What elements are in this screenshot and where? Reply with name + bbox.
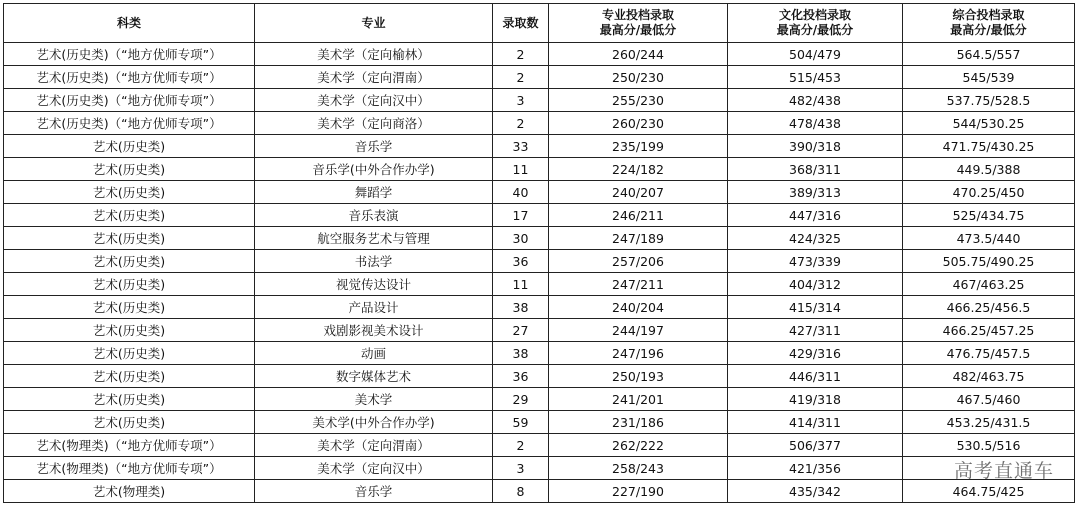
header-major-score: 专业投档录取 最高分/最低分 [549, 4, 728, 43]
cell-count: 40 [493, 181, 549, 204]
table-row [4, 158, 1075, 181]
table-row [4, 342, 1075, 365]
watermark: 高考直通车 [953, 460, 1054, 482]
cell-count: 11 [493, 158, 549, 181]
cell-count: 38 [493, 342, 549, 365]
cell-category: 艺术(历史类)（“地方优师专项”） [4, 89, 255, 112]
cell-culture-score: 368/311 [728, 158, 903, 181]
cell-category: 艺术(历史类) [4, 319, 255, 342]
cell-category: 艺术(历史类) [4, 296, 255, 319]
cell-category: 艺术(物理类)（“地方优师专项”） [4, 457, 255, 480]
cell-culture-score: 482/438 [728, 89, 903, 112]
cell-composite-score: 544/530.25 [903, 112, 1075, 135]
cell-culture-score: 427/311 [728, 319, 903, 342]
table-row [4, 365, 1075, 388]
cell-composite-score: 530.5/516 [903, 434, 1075, 457]
table-row [4, 250, 1075, 273]
cell-major: 舞蹈学 [255, 181, 493, 204]
cell-major-score: 247/189 [549, 227, 728, 250]
cell-count: 33 [493, 135, 549, 158]
cell-composite-score: 482/463.75 [903, 365, 1075, 388]
table-row [4, 457, 1075, 480]
table-row [4, 434, 1075, 457]
cell-culture-score: 419/318 [728, 388, 903, 411]
cell-major-score: 262/222 [549, 434, 728, 457]
cell-culture-score: 429/316 [728, 342, 903, 365]
cell-composite-score: 473.5/440 [903, 227, 1075, 250]
cell-count: 3 [493, 89, 549, 112]
cell-category: 艺术(历史类)（“地方优师专项”） [4, 66, 255, 89]
cell-major: 动画 [255, 342, 493, 365]
cell-composite-score: 476.75/457.5 [903, 342, 1075, 365]
cell-category: 艺术(物理类)（“地方优师专项”） [4, 434, 255, 457]
cell-major: 数字媒体艺术 [255, 365, 493, 388]
cell-major-score: 240/207 [549, 181, 728, 204]
cell-culture-score: 424/325 [728, 227, 903, 250]
cell-culture-score: 478/438 [728, 112, 903, 135]
cell-composite-score: 545/539 [903, 66, 1075, 89]
cell-major: 美术学（定向渭南） [255, 434, 493, 457]
table-row [4, 319, 1075, 342]
cell-count: 38 [493, 296, 549, 319]
cell-major-score: 235/199 [549, 135, 728, 158]
cell-culture-score: 446/311 [728, 365, 903, 388]
cell-count: 3 [493, 457, 549, 480]
cell-major: 音乐学(中外合作办学) [255, 158, 493, 181]
cell-composite-score: 464.75/425 [903, 480, 1075, 503]
header-major: 专业 [255, 4, 493, 43]
cell-major: 美术学（定向汉中） [255, 89, 493, 112]
cell-count: 29 [493, 388, 549, 411]
cell-composite-score: 453.25/431.5 [903, 411, 1075, 434]
cell-count: 11 [493, 273, 549, 296]
cell-count: 27 [493, 319, 549, 342]
cell-count: 8 [493, 480, 549, 503]
cell-category: 艺术(历史类) [4, 365, 255, 388]
cell-major-score: 240/204 [549, 296, 728, 319]
cell-major: 美术学(中外合作办学) [255, 411, 493, 434]
cell-category: 艺术(历史类) [4, 204, 255, 227]
cell-major-score: 224/182 [549, 158, 728, 181]
cell-major: 音乐学 [255, 135, 493, 158]
cell-count: 30 [493, 227, 549, 250]
cell-major: 美术学 [255, 388, 493, 411]
cell-category: 艺术(历史类) [4, 135, 255, 158]
table-row [4, 388, 1075, 411]
cell-major-score: 247/196 [549, 342, 728, 365]
cell-major: 美术学（定向汉中） [255, 457, 493, 480]
cell-major: 美术学（定向榆林） [255, 43, 493, 66]
cell-composite-score: 470.25/450 [903, 181, 1075, 204]
header-composite-score: 综合投档录取 最高分/最低分 [903, 4, 1075, 43]
table-row [4, 181, 1075, 204]
cell-composite-score: 564.5/557 [903, 43, 1075, 66]
cell-major-score: 246/211 [549, 204, 728, 227]
table-row [4, 89, 1075, 112]
table-row [4, 43, 1075, 66]
cell-composite-score: 467.5/460 [903, 388, 1075, 411]
cell-composite-score: 471.75/430.25 [903, 135, 1075, 158]
cell-major: 美术学（定向商洛） [255, 112, 493, 135]
cell-major: 书法学 [255, 250, 493, 273]
header-row [4, 4, 1075, 43]
cell-culture-score: 415/314 [728, 296, 903, 319]
cell-major-score: 250/230 [549, 66, 728, 89]
cell-category: 艺术(物理类) [4, 480, 255, 503]
header-admitted-count: 录取数 [493, 4, 549, 43]
cell-category: 艺术(历史类) [4, 411, 255, 434]
cell-culture-score: 414/311 [728, 411, 903, 434]
admission-score-table [3, 3, 1075, 503]
header-category: 科类 [4, 4, 255, 43]
cell-major: 音乐表演 [255, 204, 493, 227]
cell-major-score: 244/197 [549, 319, 728, 342]
table-row [4, 204, 1075, 227]
cell-category: 艺术(历史类) [4, 273, 255, 296]
cell-major-score: 260/230 [549, 112, 728, 135]
cell-major: 音乐学 [255, 480, 493, 503]
cell-major: 航空服务艺术与管理 [255, 227, 493, 250]
table-row [4, 112, 1075, 135]
cell-category: 艺术(历史类)（“地方优师专项”） [4, 112, 255, 135]
cell-composite-score: 449.5/388 [903, 158, 1075, 181]
cell-major: 产品设计 [255, 296, 493, 319]
cell-culture-score: 389/313 [728, 181, 903, 204]
table-row [4, 296, 1075, 319]
table-row [4, 135, 1075, 158]
cell-category: 艺术(历史类) [4, 250, 255, 273]
cell-composite-score: 466.25/456.5 [903, 296, 1075, 319]
cell-culture-score: 473/339 [728, 250, 903, 273]
table-row [4, 480, 1075, 503]
cell-major: 美术学（定向渭南） [255, 66, 493, 89]
cell-major-score: 257/206 [549, 250, 728, 273]
cell-count: 2 [493, 66, 549, 89]
table-row [4, 227, 1075, 250]
cell-culture-score: 421/356 [728, 457, 903, 480]
cell-major-score: 260/244 [549, 43, 728, 66]
cell-category: 艺术(历史类) [4, 388, 255, 411]
cell-culture-score: 435/342 [728, 480, 903, 503]
cell-count: 2 [493, 43, 549, 66]
cell-category: 艺术(历史类) [4, 227, 255, 250]
cell-culture-score: 404/312 [728, 273, 903, 296]
cell-culture-score: 504/479 [728, 43, 903, 66]
cell-category: 艺术(历史类) [4, 158, 255, 181]
header-culture-score: 文化投档录取 最高分/最低分 [728, 4, 903, 43]
table-row [4, 411, 1075, 434]
cell-composite-score: 537.75/528.5 [903, 89, 1075, 112]
cell-major-score: 258/243 [549, 457, 728, 480]
cell-major-score: 227/190 [549, 480, 728, 503]
cell-culture-score: 515/453 [728, 66, 903, 89]
cell-major-score: 231/186 [549, 411, 728, 434]
cell-category: 艺术(历史类) [4, 181, 255, 204]
table-row [4, 66, 1075, 89]
cell-major-score: 255/230 [549, 89, 728, 112]
cell-composite-score: 505.75/490.25 [903, 250, 1075, 273]
cell-major-score: 250/193 [549, 365, 728, 388]
cell-major-score: 247/211 [549, 273, 728, 296]
table-body [4, 43, 1075, 503]
cell-category: 艺术(历史类)（“地方优师专项”） [4, 43, 255, 66]
table-row [4, 273, 1075, 296]
cell-composite-score: 467/463.25 [903, 273, 1075, 296]
cell-culture-score: 390/318 [728, 135, 903, 158]
cell-major-score: 241/201 [549, 388, 728, 411]
cell-culture-score: 447/316 [728, 204, 903, 227]
cell-category: 艺术(历史类) [4, 342, 255, 365]
cell-count: 17 [493, 204, 549, 227]
cell-count: 2 [493, 112, 549, 135]
cell-count: 36 [493, 365, 549, 388]
cell-major: 视觉传达设计 [255, 273, 493, 296]
cell-composite-score: 466.25/457.25 [903, 319, 1075, 342]
cell-major: 戏剧影视美术设计 [255, 319, 493, 342]
cell-count: 36 [493, 250, 549, 273]
cell-composite-score: 525/434.75 [903, 204, 1075, 227]
cell-count: 2 [493, 434, 549, 457]
cell-culture-score: 506/377 [728, 434, 903, 457]
cell-count: 59 [493, 411, 549, 434]
